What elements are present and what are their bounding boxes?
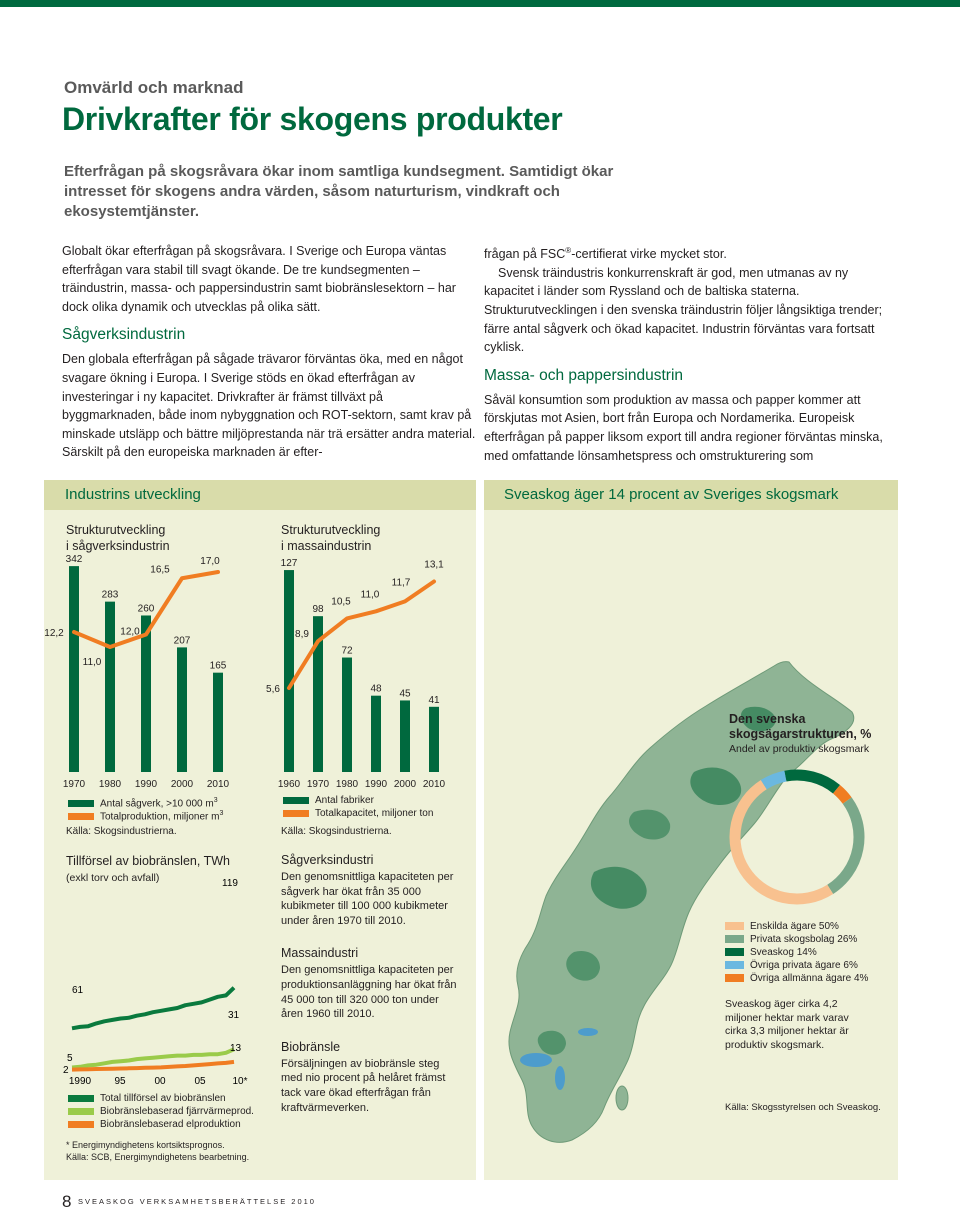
label-heat-end: 31	[228, 1010, 240, 1021]
lake-vattern	[555, 1066, 565, 1090]
ownership-donut	[724, 764, 870, 910]
x-tick-label: 95	[114, 1076, 126, 1087]
line-value-label: 11,0	[82, 657, 102, 668]
line-value-label: 11,0	[360, 589, 380, 601]
sawmill-chart-title-line1: Strukturutveckling	[66, 523, 166, 537]
donut-legend-item	[725, 920, 868, 933]
line-value-label: 16,5	[150, 564, 170, 576]
label-el-end: 13	[230, 1043, 242, 1054]
page-number: 8	[62, 1192, 72, 1211]
bar-value-label: 45	[399, 688, 411, 700]
donut-title-line2: skogsägarstrukturen, %	[729, 727, 872, 741]
donut-legend-label: Övriga privata ägare 6%	[750, 960, 858, 971]
biofuel-legend-heat	[68, 1105, 254, 1118]
info-pulp-heading: Massaindustri	[281, 946, 359, 961]
bar	[429, 707, 439, 772]
biofuel-legend-total-label: Total tillförsel av biobränslen	[100, 1093, 226, 1104]
lake-vanern	[520, 1053, 552, 1067]
label-total-end: 119	[222, 878, 238, 889]
pulp-chart-title-line2: i massaindustrin	[281, 538, 372, 553]
bar-value-label: 165	[209, 660, 227, 672]
registered-mark: ®	[565, 246, 572, 255]
donut-slice	[785, 775, 836, 789]
label-el-start: 2	[63, 1065, 69, 1076]
donut-slice	[830, 801, 859, 890]
ownership-note: Sveaskog äger cirka 4,2 miljoner hektar mark varav cirka 3,3 miljoner hektar är produktiv skogsmark.	[725, 998, 849, 1051]
info-blocks	[281, 853, 461, 1133]
legend-swatch-line	[68, 813, 94, 820]
pulp-legend-bars	[283, 794, 433, 807]
donut-legend-label: Sveaskog 14%	[750, 947, 817, 958]
sawmill-legend	[68, 794, 224, 823]
bar	[371, 696, 381, 772]
legend-swatch	[725, 974, 744, 982]
x-tick-label: 10*	[232, 1076, 248, 1087]
ownership-panel-heading: Sveaskog äger 14 procent av Sveriges skogsmark	[484, 480, 898, 510]
donut-legend-item	[725, 933, 868, 946]
donut-title-line1: Den svenska	[729, 712, 806, 726]
page-title: Drivkrafter för skogens produkter	[62, 101, 563, 137]
line-value-label: 8,9	[295, 629, 309, 641]
lead-paragraph: Efterfrågan på skogsråvara ökar inom samtliga kundsegment. Samtidigt ökar intresset för skogens andra värden, såsom naturturism, vindkraft och ekosystemtjänster.	[64, 163, 614, 220]
donut-slice	[764, 776, 786, 785]
line-value-label: 12,2	[44, 628, 64, 639]
pulp-legend-line	[283, 807, 433, 820]
footer-text: SVEASKOG VERKSAMHETSBERÄTTELSE 2010	[78, 1197, 316, 1206]
legend-swatch	[725, 922, 744, 930]
donut-title	[729, 712, 871, 742]
x-tick-label: 2000	[170, 779, 194, 790]
bar-value-label: 72	[341, 645, 353, 657]
legend-swatch	[725, 948, 744, 956]
biofuel-legend-el-label: Biobränslebaserad elproduktion	[100, 1119, 241, 1130]
donut-slice	[837, 789, 848, 800]
sawmill-legend-bars	[68, 794, 223, 810]
heading-sawmill: Sågverksindustrin	[62, 326, 186, 344]
biofuel-legend-total	[68, 1092, 254, 1105]
section-label: Omvärld och marknad	[64, 78, 244, 97]
legend-swatch	[725, 935, 744, 943]
pulp-paper-paragraph: Såväl konsumtion som produktion av massa och papper kommer att förskjutas mot Asien, bort från Europa och Nordamerika. Europeisk efterfrågan på papper liksom export till andra regioner förväntas minska, med omfattande lönsamhetspress och omstrukturering som	[484, 392, 883, 463]
pulp-chart-title-line1: Strukturutveckling	[281, 523, 381, 537]
sawmill-legend-bar-label: Antal sågverk, >10 000 m	[100, 798, 214, 810]
sawmill-legend-line-sup: 3	[219, 810, 224, 817]
line-value-label: 10,5	[331, 596, 351, 608]
pulp-legend	[283, 794, 433, 820]
bar-value-label: 98	[312, 604, 324, 616]
intro-paragraph: Globalt ökar efterfrågan på skogsråvara. I Sverige och Europa väntas efterfrågan vara stabil till svagt ökande. De tre kundsegmenten – träindustrin, massa- och pappersindustrin samt biobränslesektorn – har dock olika dynamik och utvecklas på olika sätt.	[62, 244, 456, 314]
sawmill-chart-title-line2: i sågverksindustrin	[66, 538, 170, 553]
donut-legend	[725, 920, 868, 985]
label-heat-start: 5	[67, 1053, 73, 1064]
ownership-source: Källa: Skogsstyrelsen och Sveaskog.	[725, 1102, 881, 1113]
info-sawmill-text: Den genomsnittliga kapaciteten per sågverk har ökat från 35 000 kubikmeter till 100 000 kubikmeter under åren 1970 till 2010.	[281, 871, 454, 927]
bar-value-label: 127	[280, 558, 298, 570]
sawmill-chart	[44, 550, 260, 795]
bar	[213, 673, 223, 772]
donut-legend-item	[725, 959, 868, 972]
biofuel-legend-heat-label: Biobränslebaserad fjärrvärmeprod.	[100, 1106, 254, 1117]
label-total-start: 61	[72, 985, 84, 996]
lake-malaren	[578, 1028, 598, 1036]
donut-legend-label: Övriga allmänna ägare 4%	[750, 973, 869, 984]
bar-value-label: 342	[65, 554, 83, 566]
island-gotland	[616, 1086, 628, 1110]
x-tick-label: 00	[154, 1076, 166, 1087]
bar-value-label: 48	[370, 683, 382, 695]
top-bar	[0, 0, 960, 7]
bar	[141, 615, 151, 772]
legend-swatch-line	[283, 810, 309, 817]
biofuel-legend-el	[68, 1118, 254, 1131]
x-tick-label: 2000	[393, 779, 417, 790]
bar-value-label: 260	[137, 603, 155, 615]
bar-value-label: 283	[101, 589, 119, 601]
sawmill-source: Källa: Skogsindustrierna.	[66, 826, 177, 837]
pulp-chart	[260, 550, 476, 795]
sawmill-paragraph: Den globala efterfrågan på sågade trävaror förväntas öka, med en något svagare ökning i Europa. I Sverige stöds en ökad efterfrågan av investeringar i ny kapacitet. Drivkrafter är främst tillväxt på byggmarknaden, både inom nybyggnation och ROT-sektorn, samt krav på minskade utsläpp och bättre miljöprestanda när trä ersätter andra material. Särskilt på den europeiska marknaden är efter-	[62, 352, 476, 460]
biofuel-source: Källa: SCB, Energimyndighetens bearbetning.	[66, 1152, 250, 1162]
fsc-paragraph	[484, 242, 894, 264]
info-biofuel-text: Försäljningen av biobränsle steg med nio procent på helåret främst tack vare ökad efterfrågan från kraftvärmeverken.	[281, 1057, 446, 1114]
pulp-legend-line-label: Totalkapacitet, miljoner ton	[315, 808, 434, 819]
x-tick-label: 2010	[422, 779, 446, 790]
line-value-label: 5,6	[266, 684, 280, 695]
biofuel-chart	[56, 870, 266, 1090]
info-sawmill-heading: Sågverksindustri	[281, 853, 374, 867]
biofuel-chart-title: Tillförsel av biobränslen, TWh	[66, 854, 230, 868]
bar	[105, 602, 115, 772]
legend-swatch-heat	[68, 1108, 94, 1115]
x-tick-label: 1990	[68, 1076, 92, 1087]
donut-legend-item	[725, 972, 868, 985]
donut-legend-item	[725, 946, 868, 959]
line-value-label: 12,0	[120, 626, 140, 638]
legend-swatch-el	[68, 1121, 94, 1128]
bar	[400, 700, 410, 772]
donut-legend-label: Privata skogsbolag 26%	[750, 934, 858, 945]
industry-panel-heading: Industrins utveckling	[44, 480, 476, 510]
donut-legend-label: Enskilda ägare 50%	[750, 921, 839, 932]
info-pulp-text: Den genomsnittliga kapaciteten per produktionsanläggning har ökat från 45 000 ton till 320 000 ton under åren 1960 till 2010.	[281, 964, 457, 1021]
bar	[177, 647, 187, 772]
bar-value-label: 41	[428, 694, 440, 706]
pulp-legend-bar-label: Antal fabriker	[315, 795, 374, 806]
x-tick-label: 1990	[364, 779, 388, 790]
legend-swatch	[725, 961, 744, 969]
bar	[284, 570, 294, 772]
donut-subtitle: Andel av produktiv skogsmark	[729, 743, 870, 755]
column-right	[484, 242, 894, 465]
competitiveness-paragraph: Svensk träindustris konkurrenskraft är god, men utmanas av ny kapacitet i länder som Ryssland och de baltiska staterna. Strukturutvecklingen i den svenska träindustrin följer långsiktiga trender; färre antal sågverk och ökad kapacitet. Industrin förväntas vara fortsatt cyklisk.	[484, 265, 883, 355]
pulp-source: Källa: Skogsindustrierna.	[281, 826, 392, 837]
x-tick-label: 2010	[206, 779, 230, 790]
heading-pulp-paper: Massa- och pappersindustrin	[484, 366, 684, 384]
biofuel-legend	[68, 1092, 254, 1131]
line-value-label: 11,7	[391, 577, 411, 589]
sawmill-legend-bar-sup: 3	[213, 797, 218, 804]
x-tick-label: 05	[194, 1076, 206, 1087]
legend-swatch-total	[68, 1095, 94, 1102]
fsc-text-end: -certifierat virke mycket stor.	[571, 247, 727, 262]
x-tick-label: 1980	[335, 779, 359, 790]
legend-swatch-bar	[283, 797, 309, 804]
x-tick-label: 1970	[62, 779, 86, 790]
sawmill-legend-line	[68, 807, 224, 823]
x-tick-label: 1990	[134, 779, 158, 790]
biofuel-line-series	[72, 988, 234, 1029]
donut-slice	[735, 785, 830, 899]
x-tick-label: 1980	[98, 779, 122, 790]
fsc-text-start: frågan på FSC	[484, 247, 566, 262]
bar	[69, 566, 79, 772]
info-biofuel-heading: Biobränsle	[281, 1039, 341, 1054]
line-value-label: 13,1	[424, 559, 444, 571]
biofuel-footnote: * Energimyndighetens kortsiktsprognos.	[66, 1140, 225, 1150]
column-left	[62, 242, 477, 462]
bar	[342, 658, 352, 772]
bar-value-label: 207	[173, 635, 191, 647]
x-tick-label: 1960	[277, 779, 301, 790]
biofuel-chart-subtitle: (exkl torv och avfall)	[66, 872, 160, 884]
sawmill-legend-line-label: Totalproduktion, miljoner m	[100, 811, 220, 823]
line-value-label: 17,0	[200, 556, 220, 567]
x-tick-label: 1970	[306, 779, 330, 790]
